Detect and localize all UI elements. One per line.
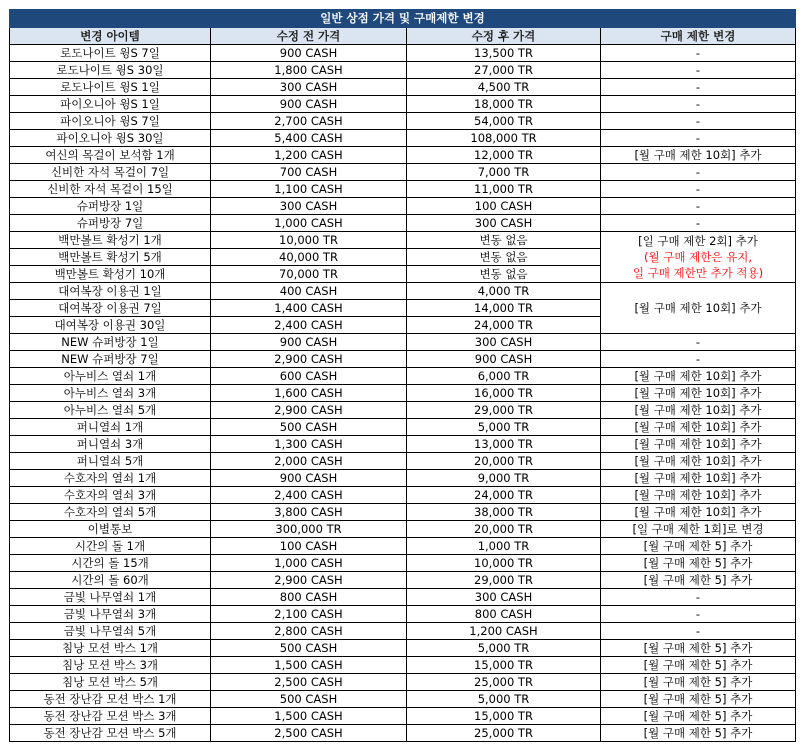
item-cell: 시간의 돌 15개 (10, 555, 211, 572)
after-price-cell: 800 CASH (407, 606, 601, 623)
before-price-cell: 3,800 CASH (211, 504, 407, 521)
item-cell: 로도나이트 윙S 30일 (10, 62, 211, 79)
limit-cell: - (601, 215, 796, 232)
limit-cell: - (601, 79, 796, 96)
before-price-cell: 2,000 CASH (211, 453, 407, 470)
item-cell: 신비한 자석 목걸이 15일 (10, 181, 211, 198)
after-price-cell: 7,000 TR (407, 164, 601, 181)
limit-cell: [월 구매 제한 5] 추가 (601, 674, 796, 691)
item-cell: 백만볼트 확성기 1개 (10, 232, 211, 249)
after-price-cell: 15,000 TR (407, 657, 601, 674)
table-row (10, 79, 796, 96)
before-price-cell: 1,500 CASH (211, 708, 407, 725)
table-body (10, 45, 796, 742)
before-price-cell: 500 CASH (211, 691, 407, 708)
limit-cell: - (601, 334, 796, 351)
table-row (10, 419, 796, 436)
limit-cell: - (601, 623, 796, 640)
after-price-cell: 5,000 TR (407, 691, 601, 708)
before-price-cell: 900 CASH (211, 45, 407, 62)
after-price-cell: 300 CASH (407, 334, 601, 351)
before-price-cell: 70,000 TR (211, 266, 407, 283)
item-cell: 대여복장 이용권 30일 (10, 317, 211, 334)
before-price-cell: 1,100 CASH (211, 181, 407, 198)
before-price-cell: 2,800 CASH (211, 623, 407, 640)
before-price-cell: 800 CASH (211, 589, 407, 606)
limit-cell: - (601, 130, 796, 147)
limit-cell: [월 구매 제한 10회] 추가 (601, 385, 796, 402)
limit-cell: [월 구매 제한 5] 추가 (601, 640, 796, 657)
table-row (10, 45, 796, 62)
after-price-cell: 9,000 TR (407, 470, 601, 487)
before-price-cell: 1,200 CASH (211, 147, 407, 164)
before-price-cell: 1,000 CASH (211, 215, 407, 232)
item-cell: 대여복장 이용권 7일 (10, 300, 211, 317)
limit-cell: - (601, 45, 796, 62)
limit-cell: [월 구매 제한 5] 추가 (601, 708, 796, 725)
before-price-cell: 300 CASH (211, 79, 407, 96)
before-price-cell: 700 CASH (211, 164, 407, 181)
after-price-cell: 변동 없음 (407, 266, 601, 283)
table-row (10, 368, 796, 385)
table-row (10, 147, 796, 164)
after-price-cell: 29,000 TR (407, 572, 601, 589)
before-price-cell: 300 CASH (211, 198, 407, 215)
before-price-cell: 100 CASH (211, 538, 407, 555)
rental-limit-cell: [월 구매 제한 10회] 추가 (601, 283, 796, 334)
item-cell: 파이오니아 윙S 1일 (10, 96, 211, 113)
after-price-cell: 20,000 TR (407, 521, 601, 538)
table-row (10, 657, 796, 674)
after-price-cell: 108,000 TR (407, 130, 601, 147)
before-price-cell: 2,100 CASH (211, 606, 407, 623)
before-price-cell: 1,300 CASH (211, 436, 407, 453)
limit-cell: [월 구매 제한 10회] 추가 (601, 487, 796, 504)
before-price-cell: 500 CASH (211, 419, 407, 436)
before-price-cell: 1,500 CASH (211, 657, 407, 674)
table-row (10, 470, 796, 487)
table-row (10, 555, 796, 572)
item-cell: 침낭 모션 박스 3개 (10, 657, 211, 674)
item-cell: 대여복장 이용권 1일 (10, 283, 211, 300)
table-row (10, 402, 796, 419)
table-row (10, 623, 796, 640)
before-price-cell: 2,900 CASH (211, 402, 407, 419)
after-price-cell: 24,000 TR (407, 487, 601, 504)
after-price-cell: 24,000 TR (407, 317, 601, 334)
table-row (10, 232, 796, 249)
limit-cell: [월 구매 제한 5] 추가 (601, 725, 796, 742)
table-row (10, 725, 796, 742)
limit-cell: [월 구매 제한 10회] 추가 (601, 453, 796, 470)
item-cell: 이별통보 (10, 521, 211, 538)
item-cell: 동전 장난감 모션 박스 5개 (10, 725, 211, 742)
item-cell: 침낭 모션 박스 1개 (10, 640, 211, 657)
after-price-cell: 1,000 TR (407, 538, 601, 555)
after-price-cell: 100 CASH (407, 198, 601, 215)
table-title: 일반 상점 가격 및 구매제한 변경 (10, 10, 796, 28)
item-cell: 백만볼트 확성기 5개 (10, 249, 211, 266)
item-cell: 수호자의 열쇠 3개 (10, 487, 211, 504)
limit-cell: [월 구매 제한 10회] 추가 (601, 147, 796, 164)
before-price-cell: 2,400 CASH (211, 487, 407, 504)
table-row (10, 606, 796, 623)
table-row (10, 385, 796, 402)
after-price-cell: 13,000 TR (407, 436, 601, 453)
item-cell: 동전 장난감 모션 박스 1개 (10, 691, 211, 708)
table-row (10, 504, 796, 521)
after-price-cell: 4,000 TR (407, 283, 601, 300)
item-cell: NEW 슈퍼방장 7일 (10, 351, 211, 368)
item-cell: 시간의 돌 60개 (10, 572, 211, 589)
after-price-cell: 18,000 TR (407, 96, 601, 113)
item-cell: 파이오니아 윙S 7일 (10, 113, 211, 130)
before-price-cell: 1,000 CASH (211, 555, 407, 572)
megaphone-limit-note-1: (월 구매 제한은 유지, (644, 250, 752, 264)
header-limit-change: 구매 제한 변경 (601, 28, 796, 45)
limit-cell: - (601, 181, 796, 198)
limit-cell: [월 구매 제한 10회] 추가 (601, 436, 796, 453)
before-price-cell: 1,600 CASH (211, 385, 407, 402)
item-cell: 퍼니열쇠 5개 (10, 453, 211, 470)
limit-cell: - (601, 589, 796, 606)
item-cell: 신비한 자석 목걸이 7일 (10, 164, 211, 181)
table-row (10, 589, 796, 606)
after-price-cell: 4,500 TR (407, 79, 601, 96)
table-row (10, 130, 796, 147)
table-row (10, 62, 796, 79)
item-cell: 백만볼트 확성기 10개 (10, 266, 211, 283)
table-row (10, 198, 796, 215)
limit-cell: [월 구매 제한 5] 추가 (601, 691, 796, 708)
table-row (10, 674, 796, 691)
limit-cell: [월 구매 제한 5] 추가 (601, 555, 796, 572)
after-price-cell: 13,500 TR (407, 45, 601, 62)
before-price-cell: 900 CASH (211, 470, 407, 487)
table-row (10, 334, 796, 351)
after-price-cell: 25,000 TR (407, 725, 601, 742)
after-price-cell: 14,000 TR (407, 300, 601, 317)
before-price-cell: 40,000 TR (211, 249, 407, 266)
table-row (10, 436, 796, 453)
before-price-cell: 5,400 CASH (211, 130, 407, 147)
limit-cell: [월 구매 제한 10회] 추가 (601, 419, 796, 436)
item-cell: 로도나이트 윙S 1일 (10, 79, 211, 96)
after-price-cell: 10,000 TR (407, 555, 601, 572)
item-cell: 수호자의 열쇠 1개 (10, 470, 211, 487)
item-cell: 퍼니열쇠 3개 (10, 436, 211, 453)
item-cell: 금빛 나무열쇠 3개 (10, 606, 211, 623)
after-price-cell: 38,000 TR (407, 504, 601, 521)
megaphone-limit-text: [일 구매 제한 2회] 추가 (638, 234, 758, 248)
after-price-cell: 11,000 TR (407, 181, 601, 198)
table-row (10, 181, 796, 198)
item-cell: 로도나이트 윙S 7일 (10, 45, 211, 62)
after-price-cell: 16,000 TR (407, 385, 601, 402)
limit-cell: [월 구매 제한 10회] 추가 (601, 368, 796, 385)
after-price-cell: 900 CASH (407, 351, 601, 368)
header-after-price: 수정 후 가격 (407, 28, 601, 45)
limit-cell: [월 구매 제한 5] 추가 (601, 572, 796, 589)
after-price-cell: 29,000 TR (407, 402, 601, 419)
limit-cell: - (601, 96, 796, 113)
table-row (10, 640, 796, 657)
limit-cell: [일 구매 제한 1회]로 변경 (601, 521, 796, 538)
header-row (10, 28, 796, 45)
limit-cell: [월 구매 제한 10회] 추가 (601, 504, 796, 521)
after-price-cell: 변동 없음 (407, 232, 601, 249)
table-row (10, 96, 796, 113)
table-row (10, 572, 796, 589)
table-row (10, 215, 796, 232)
after-price-cell: 20,000 TR (407, 453, 601, 470)
item-cell: 침낭 모션 박스 5개 (10, 674, 211, 691)
limit-cell: - (601, 351, 796, 368)
limit-cell: - (601, 62, 796, 79)
before-price-cell: 2,700 CASH (211, 113, 407, 130)
before-price-cell: 900 CASH (211, 96, 407, 113)
after-price-cell: 54,000 TR (407, 113, 601, 130)
table-row (10, 708, 796, 725)
limit-cell: [월 구매 제한 10회] 추가 (601, 402, 796, 419)
after-price-cell: 5,000 TR (407, 419, 601, 436)
item-cell: 퍼니열쇠 1개 (10, 419, 211, 436)
after-price-cell: 변동 없음 (407, 249, 601, 266)
after-price-cell: 300 CASH (407, 215, 601, 232)
item-cell: 여신의 목걸이 보석함 1개 (10, 147, 211, 164)
before-price-cell: 2,500 CASH (211, 725, 407, 742)
item-cell: 금빛 나무열쇠 1개 (10, 589, 211, 606)
table-row (10, 113, 796, 130)
after-price-cell: 12,000 TR (407, 147, 601, 164)
table-row (10, 521, 796, 538)
before-price-cell: 2,500 CASH (211, 674, 407, 691)
table-row (10, 453, 796, 470)
megaphone-limit-cell (601, 232, 796, 283)
limit-cell: [월 구매 제한 10회] 추가 (601, 470, 796, 487)
item-cell: 수호자의 열쇠 5개 (10, 504, 211, 521)
table-row (10, 164, 796, 181)
table-row (10, 691, 796, 708)
after-price-cell: 1,200 CASH (407, 623, 601, 640)
item-cell: 파이오니아 윙S 30일 (10, 130, 211, 147)
item-cell: NEW 슈퍼방장 1일 (10, 334, 211, 351)
limit-cell: - (601, 198, 796, 215)
table-row (10, 351, 796, 368)
before-price-cell: 2,900 CASH (211, 351, 407, 368)
item-cell: 아누비스 열쇠 3개 (10, 385, 211, 402)
after-price-cell: 5,000 TR (407, 640, 601, 657)
before-price-cell: 10,000 TR (211, 232, 407, 249)
header-item: 변경 아이템 (10, 28, 211, 45)
item-cell: 금빛 나무열쇠 5개 (10, 623, 211, 640)
table-row (10, 283, 796, 300)
after-price-cell: 6,000 TR (407, 368, 601, 385)
limit-cell: [월 구매 제한 5] 추가 (601, 538, 796, 555)
limit-cell: - (601, 606, 796, 623)
before-price-cell: 500 CASH (211, 640, 407, 657)
item-cell: 아누비스 열쇠 1개 (10, 368, 211, 385)
table-row (10, 487, 796, 504)
before-price-cell: 400 CASH (211, 283, 407, 300)
megaphone-limit-note-2: 일 구매 제한만 추가 적용) (632, 266, 764, 280)
before-price-cell: 900 CASH (211, 334, 407, 351)
price-change-table (9, 9, 796, 742)
item-cell: 아누비스 열쇠 5개 (10, 402, 211, 419)
before-price-cell: 600 CASH (211, 368, 407, 385)
before-price-cell: 1,800 CASH (211, 62, 407, 79)
price-change-table-container (9, 9, 795, 742)
before-price-cell: 2,400 CASH (211, 317, 407, 334)
limit-cell: - (601, 164, 796, 181)
item-cell: 슈퍼방장 7일 (10, 215, 211, 232)
item-cell: 동전 장난감 모션 박스 3개 (10, 708, 211, 725)
item-cell: 시간의 돌 1개 (10, 538, 211, 555)
before-price-cell: 300,000 TR (211, 521, 407, 538)
after-price-cell: 15,000 TR (407, 708, 601, 725)
after-price-cell: 27,000 TR (407, 62, 601, 79)
before-price-cell: 2,900 CASH (211, 572, 407, 589)
after-price-cell: 25,000 TR (407, 674, 601, 691)
before-price-cell: 1,400 CASH (211, 300, 407, 317)
header-before-price: 수정 전 가격 (211, 28, 407, 45)
item-cell: 슈퍼방장 1일 (10, 198, 211, 215)
limit-cell: [월 구매 제한 5] 추가 (601, 657, 796, 674)
after-price-cell: 300 CASH (407, 589, 601, 606)
limit-cell: - (601, 113, 796, 130)
table-row (10, 538, 796, 555)
